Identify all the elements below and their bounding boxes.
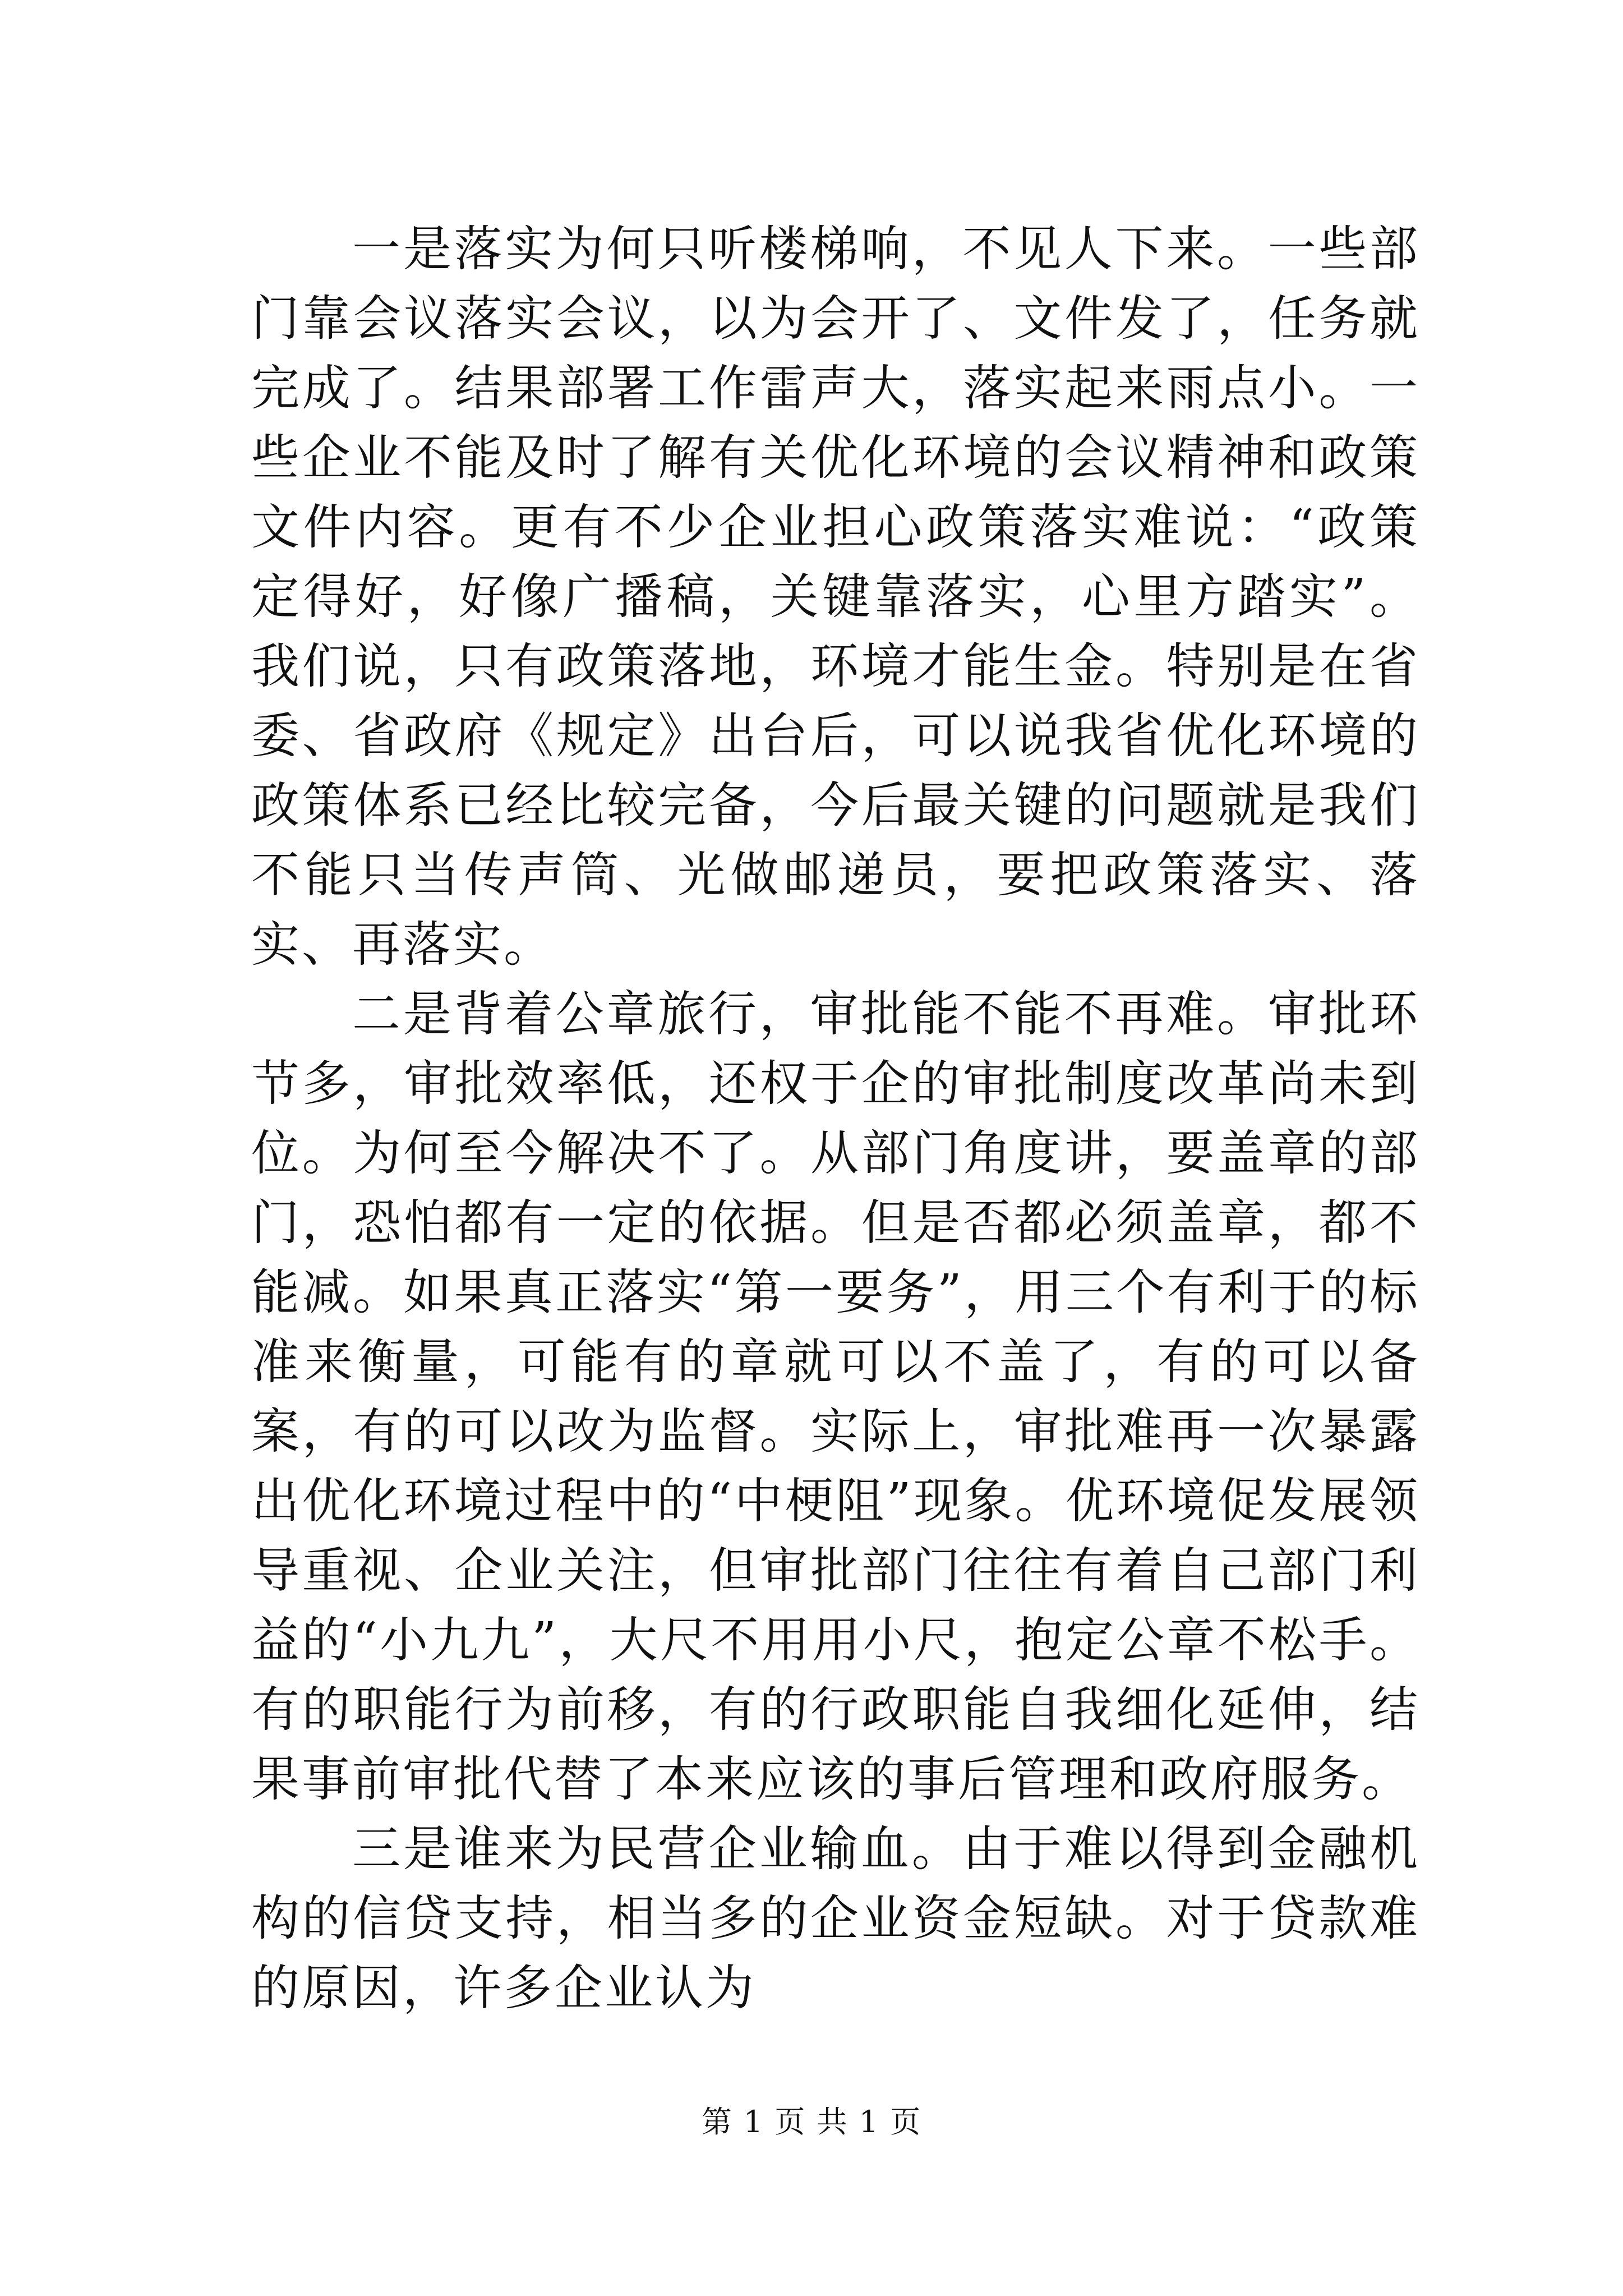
- paragraph-3: 三是谁来为民营企业输血。由于难以得到金融机构的信贷支持，相当多的企业资金短缺。对于贷款难的原因，许多企业认为: [251, 1821, 1420, 2016]
- paragraph-2: 二是背着公章旅行，审批能不能不再难。审批环节多，审批效率低，还权于企的审批制度改革尚未到位。为何至今解决不了。从部门角度讲，要盖章的部门，恐怕都有一定的依据。但是否都必须盖章，都不能减。如果真正落实“第一要务”，用三个有利于的标准来衡量，可能有的章就可以不盖了，有的可以备案，有的可以改为监督。实际上，审批难再一次暴露出优化环境过程中的“中梗阻”现象。优环境促发展领导重视、企业关注，但审批部门往往有着自己部门利益的“小九九”，大尺不用用小尺，抱定公章不松手。有的职能行为前移，有的行政职能自我细化延伸，结果事前审批代替了本来应该的事后管理和政府服务。: [251, 986, 1420, 1807]
- page-footer: 第 1 页 共 1 页: [701, 2104, 922, 2139]
- document-body: [251, 214, 1420, 2023]
- paragraph-1: 一是落实为何只听楼梯响，不见人下来。一些部门靠会议落实会议，以为会开了、文件发了，任务就完成了。结果部署工作雷声大，落实起来雨点小。一些企业不能及时了解有关优化环境的会议精神和政策文件内容。更有不少企业担心政策落实难说：“政策定得好，好像广播稿，关键靠落实，心里方踏实”。我们说，只有政策落地，环境才能生金。特别是在省委、省政府《规定》出台后，可以说我省优化环境的政策体系已经比较完备，今后最关键的问题就是我们不能只当传声筒、光做邮递员，要把政策落实、落实、再落实。: [251, 221, 1420, 973]
